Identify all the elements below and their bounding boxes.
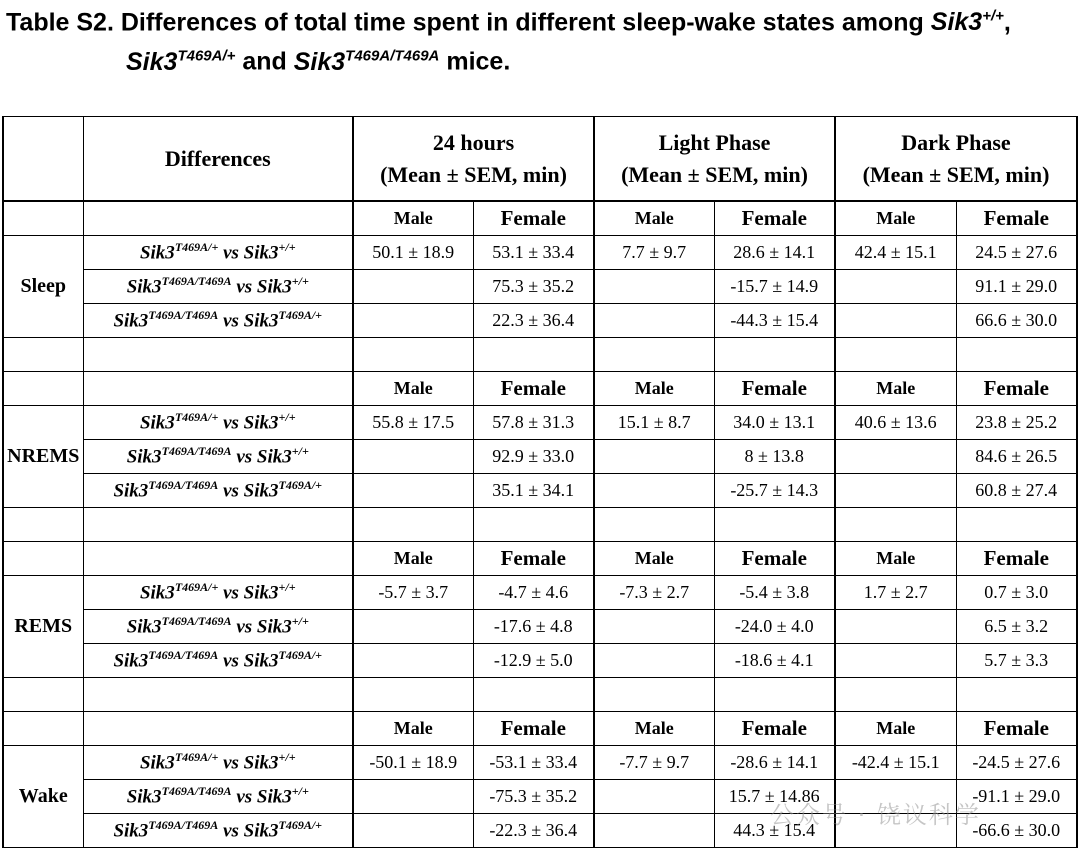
comparison-label (83, 270, 353, 304)
value-cell: 44.3 ± 15.4 (714, 814, 835, 848)
value-cell: 7.7 ± 9.7 (594, 236, 714, 270)
gene-a: Sik3 (139, 412, 175, 434)
value-cell (594, 780, 714, 814)
vs-text: vs (218, 480, 244, 502)
female-label: Female (714, 372, 835, 406)
value-cell: -24.0 ± 4.0 (714, 610, 835, 644)
blank-cell (594, 508, 714, 542)
blank-cell (353, 678, 473, 712)
header-dark-unit: (Mean ± SEM, min) (862, 161, 1050, 187)
gene-a: Sik3 (126, 446, 162, 468)
male-label: Male (353, 712, 473, 746)
value-cell: 24.5 ± 27.6 (956, 236, 1077, 270)
value-cell: 50.1 ± 18.9 (353, 236, 473, 270)
value-cell: -12.9 ± 5.0 (473, 644, 594, 678)
genotype-a-sup: T469A/+ (174, 410, 219, 425)
vs-text: vs (218, 412, 244, 434)
gene-b: Sik3 (256, 616, 292, 638)
table-row (3, 406, 1077, 440)
genotype-b-sup: T469A/+ (278, 648, 323, 663)
comparison-label (83, 610, 353, 644)
table-row (3, 270, 1077, 304)
value-cell: 92.9 ± 33.0 (473, 440, 594, 474)
blank-cell (83, 678, 353, 712)
table-row (3, 610, 1077, 644)
blank-cell (594, 338, 714, 372)
value-cell: 60.8 ± 27.4 (956, 474, 1077, 508)
value-cell: -5.4 ± 3.8 (714, 576, 835, 610)
blank-cell (714, 678, 835, 712)
value-cell: -91.1 ± 29.0 (956, 780, 1077, 814)
genotype-b-sup: T469A/+ (278, 818, 323, 833)
blank-cell (83, 372, 353, 406)
gene-a: Sik3 (126, 276, 162, 298)
genotype-b-sup: +/+ (291, 444, 309, 459)
spacer-row (3, 508, 1077, 542)
genotype-b-sup: +/+ (278, 240, 296, 255)
value-cell (835, 440, 956, 474)
value-cell (353, 270, 473, 304)
blank-cell (835, 678, 956, 712)
blank-cell (83, 542, 353, 576)
gene-b: Sik3 (243, 412, 279, 434)
male-label: Male (353, 201, 473, 236)
value-cell: -28.6 ± 14.1 (714, 746, 835, 780)
value-cell (594, 270, 714, 304)
value-cell: -5.7 ± 3.7 (353, 576, 473, 610)
blank-cell (83, 201, 353, 236)
value-cell: -17.6 ± 4.8 (473, 610, 594, 644)
value-cell: 28.6 ± 14.1 (714, 236, 835, 270)
table-row (3, 304, 1077, 338)
header-light-unit: (Mean ± SEM, min) (621, 161, 808, 187)
genotype-b-sup: +/+ (291, 784, 309, 799)
sex-header-row (3, 201, 1077, 236)
value-cell: -75.3 ± 35.2 (473, 780, 594, 814)
value-cell (353, 780, 473, 814)
caption-gene-hom: Sik3 (293, 47, 346, 76)
value-cell: 84.6 ± 26.5 (956, 440, 1077, 474)
gene-a: Sik3 (126, 616, 162, 638)
blank-cell (3, 201, 83, 236)
female-label: Female (714, 712, 835, 746)
value-cell: 1.7 ± 2.7 (835, 576, 956, 610)
value-cell: 34.0 ± 13.1 (714, 406, 835, 440)
value-cell (594, 440, 714, 474)
blank-cell (3, 678, 83, 712)
caption-prefix: Table S2. Differences of total time spent in different sleep-wake states among (6, 8, 931, 37)
value-cell: -7.3 ± 2.7 (594, 576, 714, 610)
value-cell (594, 304, 714, 338)
value-cell (353, 644, 473, 678)
gene-b: Sik3 (243, 242, 279, 264)
genotype-b-sup: T469A/+ (278, 478, 323, 493)
value-cell (835, 474, 956, 508)
header-differences: Differences (83, 117, 353, 202)
genotype-a-sup: T469A/+ (174, 240, 219, 255)
header-24h (353, 117, 594, 202)
comparison-label (83, 780, 353, 814)
blank-cell (83, 712, 353, 746)
spacer-row (3, 338, 1077, 372)
header-light-title: Light Phase (658, 129, 771, 155)
male-label: Male (835, 712, 956, 746)
value-cell: 57.8 ± 31.3 (473, 406, 594, 440)
group-label: NREMS (3, 406, 83, 508)
vs-text: vs (231, 786, 257, 808)
gene-b: Sik3 (243, 480, 279, 502)
genotype-a-sup: T469A/T469A (161, 444, 232, 459)
gene-a: Sik3 (113, 820, 149, 842)
genotype-b-sup: +/+ (278, 580, 296, 595)
value-cell: 0.7 ± 3.0 (956, 576, 1077, 610)
caption-gene-wt: Sik3 (930, 8, 983, 37)
genotype-a-sup: T469A/T469A (148, 478, 219, 493)
gene-a: Sik3 (139, 582, 175, 604)
blank-cell (3, 542, 83, 576)
genotype-b-sup: +/+ (278, 410, 296, 425)
blank-cell (714, 338, 835, 372)
female-label: Female (956, 201, 1077, 236)
comparison-label (83, 474, 353, 508)
male-label: Male (353, 542, 473, 576)
value-cell: 66.6 ± 30.0 (956, 304, 1077, 338)
genotype-a-sup: T469A/T469A (161, 614, 232, 629)
genotype-a-sup: T469A/+ (174, 580, 219, 595)
male-label: Male (835, 201, 956, 236)
value-cell (353, 304, 473, 338)
header-light (594, 117, 835, 202)
comparison-label (83, 406, 353, 440)
header-blank (3, 117, 83, 202)
vs-text: vs (231, 446, 257, 468)
header-row (3, 117, 1077, 202)
genotype-a-sup: T469A/T469A (161, 274, 232, 289)
male-label: Male (835, 542, 956, 576)
value-cell (594, 474, 714, 508)
comparison-label (83, 814, 353, 848)
gene-a: Sik3 (113, 310, 149, 332)
value-cell (835, 270, 956, 304)
value-cell: 35.1 ± 34.1 (473, 474, 594, 508)
male-label: Male (594, 201, 714, 236)
header-24h-unit: (Mean ± SEM, min) (380, 161, 567, 187)
gene-a: Sik3 (113, 650, 149, 672)
table-row (3, 440, 1077, 474)
caption-hom-sup: T469A/T469A (345, 47, 440, 65)
vs-text: vs (218, 242, 244, 264)
gene-b: Sik3 (256, 276, 292, 298)
comparison-label (83, 576, 353, 610)
blank-cell (3, 712, 83, 746)
value-cell: 15.1 ± 8.7 (594, 406, 714, 440)
gene-b: Sik3 (243, 650, 279, 672)
female-label: Female (473, 542, 594, 576)
male-label: Male (353, 372, 473, 406)
header-dark (835, 117, 1077, 202)
value-cell: 5.7 ± 3.3 (956, 644, 1077, 678)
female-label: Female (956, 372, 1077, 406)
value-cell: 15.7 ± 14.86 (714, 780, 835, 814)
blank-cell (956, 338, 1077, 372)
comparison-label (83, 644, 353, 678)
value-cell: 22.3 ± 36.4 (473, 304, 594, 338)
female-label: Female (473, 201, 594, 236)
gene-b: Sik3 (256, 786, 292, 808)
differences-table (2, 116, 1078, 848)
value-cell: -7.7 ± 9.7 (594, 746, 714, 780)
blank-cell (3, 508, 83, 542)
group-label: Wake (3, 746, 83, 848)
caption-gene-het: Sik3 (126, 47, 178, 76)
value-cell: 55.8 ± 17.5 (353, 406, 473, 440)
header-24h-title: 24 hours (432, 129, 515, 155)
sex-header-row (3, 542, 1077, 576)
caption-and: and (235, 47, 294, 76)
gene-b: Sik3 (243, 752, 279, 774)
comparison-label (83, 746, 353, 780)
value-cell: 53.1 ± 33.4 (473, 236, 594, 270)
gene-b: Sik3 (243, 820, 279, 842)
male-label: Male (835, 372, 956, 406)
blank-cell (956, 678, 1077, 712)
male-label: Male (594, 542, 714, 576)
value-cell (353, 610, 473, 644)
male-label: Male (594, 372, 714, 406)
value-cell (594, 610, 714, 644)
gene-b: Sik3 (256, 446, 292, 468)
caption-comma: , (1003, 8, 1011, 37)
sex-header-row (3, 712, 1077, 746)
gene-a: Sik3 (113, 480, 149, 502)
vs-text: vs (218, 752, 244, 774)
value-cell (594, 644, 714, 678)
female-label: Female (714, 542, 835, 576)
table-row (3, 746, 1077, 780)
vs-text: vs (218, 582, 244, 604)
gene-a: Sik3 (126, 786, 162, 808)
sex-header-row (3, 372, 1077, 406)
blank-cell (83, 508, 353, 542)
genotype-a-sup: T469A/T469A (148, 308, 219, 323)
table-caption (6, 0, 1078, 79)
value-cell: 23.8 ± 25.2 (956, 406, 1077, 440)
value-cell: -66.6 ± 30.0 (956, 814, 1077, 848)
genotype-b-sup: +/+ (291, 274, 309, 289)
value-cell: 6.5 ± 3.2 (956, 610, 1077, 644)
female-label: Female (473, 372, 594, 406)
vs-text: vs (231, 276, 257, 298)
value-cell: -42.4 ± 15.1 (835, 746, 956, 780)
value-cell: 42.4 ± 15.1 (835, 236, 956, 270)
blank-cell (3, 372, 83, 406)
value-cell (835, 610, 956, 644)
blank-cell (473, 508, 594, 542)
value-cell: -4.7 ± 4.6 (473, 576, 594, 610)
gene-a: Sik3 (139, 752, 175, 774)
caption-het-sup: T469A/+ (177, 47, 236, 65)
blank-cell (594, 678, 714, 712)
female-label: Female (473, 712, 594, 746)
genotype-a-sup: T469A/T469A (148, 648, 219, 663)
comparison-label (83, 440, 353, 474)
value-cell (835, 304, 956, 338)
genotype-b-sup: +/+ (278, 750, 296, 765)
genotype-a-sup: T469A/T469A (148, 818, 219, 833)
watermark: 公众号 · 饶议科学 (770, 801, 981, 829)
header-dark-title: Dark Phase (901, 129, 1011, 155)
value-cell (353, 814, 473, 848)
gene-b: Sik3 (243, 582, 279, 604)
blank-cell (353, 338, 473, 372)
blank-cell (83, 338, 353, 372)
blank-cell (956, 508, 1077, 542)
value-cell (353, 474, 473, 508)
value-cell: -24.5 ± 27.6 (956, 746, 1077, 780)
value-cell: 40.6 ± 13.6 (835, 406, 956, 440)
genotype-a-sup: T469A/+ (174, 750, 219, 765)
genotype-b-sup: +/+ (291, 614, 309, 629)
value-cell: -50.1 ± 18.9 (353, 746, 473, 780)
value-cell: -22.3 ± 36.4 (473, 814, 594, 848)
blank-cell (835, 338, 956, 372)
spacer-row (3, 678, 1077, 712)
female-label: Female (956, 542, 1077, 576)
blank-cell (835, 508, 956, 542)
male-label: Male (594, 712, 714, 746)
table-row (3, 644, 1077, 678)
genotype-a-sup: T469A/T469A (161, 784, 232, 799)
value-cell (353, 440, 473, 474)
vs-text: vs (218, 820, 244, 842)
gene-b: Sik3 (243, 310, 279, 332)
comparison-label (83, 236, 353, 270)
value-cell: -53.1 ± 33.4 (473, 746, 594, 780)
caption-suffix: mice. (439, 47, 511, 76)
blank-cell (714, 508, 835, 542)
blank-cell (473, 678, 594, 712)
value-cell: -25.7 ± 14.3 (714, 474, 835, 508)
group-label: REMS (3, 576, 83, 678)
comparison-label (83, 304, 353, 338)
female-label: Female (956, 712, 1077, 746)
value-cell: -18.6 ± 4.1 (714, 644, 835, 678)
value-cell (594, 814, 714, 848)
value-cell: -15.7 ± 14.9 (714, 270, 835, 304)
value-cell: -44.3 ± 15.4 (714, 304, 835, 338)
value-cell (835, 644, 956, 678)
gene-a: Sik3 (139, 242, 175, 264)
value-cell: 91.1 ± 29.0 (956, 270, 1077, 304)
table-row (3, 576, 1077, 610)
table-row (3, 474, 1077, 508)
blank-cell (473, 338, 594, 372)
value-cell: 8 ± 13.8 (714, 440, 835, 474)
group-label: Sleep (3, 236, 83, 338)
blank-cell (353, 508, 473, 542)
vs-text: vs (231, 616, 257, 638)
genotype-b-sup: T469A/+ (278, 308, 323, 323)
blank-cell (3, 338, 83, 372)
vs-text: vs (218, 310, 244, 332)
female-label: Female (714, 201, 835, 236)
vs-text: vs (218, 650, 244, 672)
value-cell: 75.3 ± 35.2 (473, 270, 594, 304)
caption-wt-sup: +/+ (982, 8, 1004, 25)
table-row (3, 236, 1077, 270)
